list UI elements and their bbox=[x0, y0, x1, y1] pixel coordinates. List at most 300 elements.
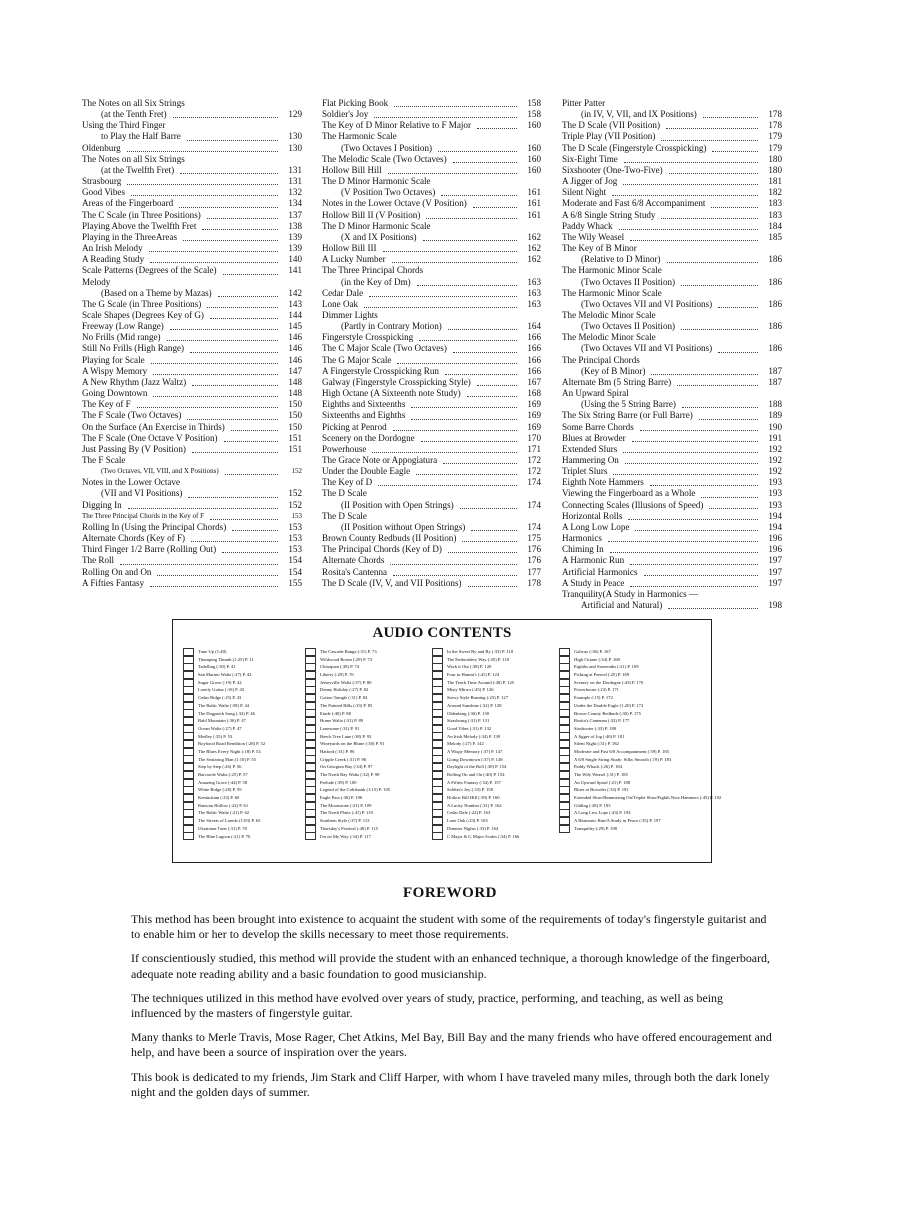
toc-leader-dots bbox=[632, 441, 758, 442]
audio-column-3 bbox=[432, 648, 519, 840]
audio-track-label: Cripple Creek (:31) P. 96 bbox=[320, 756, 367, 762]
toc-entry-page: 154 bbox=[288, 566, 302, 577]
audio-track bbox=[432, 748, 519, 756]
toc-column-2 bbox=[322, 98, 541, 589]
toc-leader-dots bbox=[669, 173, 758, 174]
audio-track-label: Work it Out (:38) P. 120 bbox=[447, 664, 492, 670]
audio-track-label: Moderate and Fast 6/8 Accompaniment (:39) P. 183 bbox=[574, 748, 669, 754]
audio-track bbox=[305, 786, 390, 794]
toc-entry-title: The Melodic Minor Scale bbox=[562, 309, 656, 320]
toc-entry bbox=[562, 154, 782, 165]
toc-leader-dots bbox=[468, 586, 517, 587]
toc-entry-title: (Relative to D Minor) bbox=[581, 254, 661, 265]
audio-track bbox=[305, 763, 390, 771]
toc-leader-dots bbox=[426, 218, 517, 219]
audio-track bbox=[183, 717, 265, 725]
audio-track-label: Powerhouse (:23) P. 171 bbox=[574, 687, 619, 693]
toc-entry-title: to Play the Half Barre bbox=[101, 131, 181, 142]
track-number-box bbox=[432, 832, 443, 840]
toc-entry-title: Horizontal Rolls bbox=[562, 510, 623, 521]
toc-entry bbox=[322, 154, 541, 165]
toc-entry bbox=[562, 288, 782, 299]
toc-entry-title: Rosita's Cantenna bbox=[322, 566, 388, 577]
toc-entry-title: Lone Oak bbox=[322, 298, 359, 309]
audio-track-label: Galway (:36) P. 167 bbox=[574, 649, 611, 654]
toc-entry-page: 174 bbox=[527, 477, 541, 488]
toc-entry-page: 154 bbox=[288, 555, 302, 566]
toc-entry bbox=[562, 433, 782, 444]
audio-track-label: The Blue Lagoon (:21) P. 70 bbox=[198, 833, 251, 839]
toc-leader-dots bbox=[661, 218, 758, 219]
audio-track-label: A 6/8 Single String Study: Silky Smooth (:19) P. 183 bbox=[574, 756, 672, 762]
audio-track-label: White Ridge (:28) P. 59 bbox=[198, 787, 242, 793]
foreword-paragraph: This method has been brought into existence to acquaint the student with some of the requirements of today's fingerstyle guitarist and to enable him or her to develop the skills necessary to meet those requirements. bbox=[131, 912, 767, 942]
toc-leader-dots bbox=[661, 140, 758, 141]
audio-track bbox=[305, 686, 390, 694]
toc-entry-title: Powerhouse bbox=[322, 443, 367, 454]
toc-entry-title: Connecting Scales (Illusions of Speed) bbox=[562, 499, 704, 510]
toc-entry-page: 187 bbox=[768, 376, 782, 387]
audio-track-label: Bald Mountain (:36) P. 47 bbox=[198, 718, 246, 724]
audio-track bbox=[559, 686, 721, 694]
audio-track bbox=[559, 694, 721, 702]
toc-leader-dots bbox=[608, 541, 758, 542]
toc-leader-dots bbox=[127, 184, 278, 185]
toc-entry bbox=[82, 422, 302, 433]
toc-entry-page: 175 bbox=[527, 533, 541, 544]
toc-entry-page: 172 bbox=[527, 466, 541, 477]
toc-entry-page: 138 bbox=[288, 220, 302, 231]
toc-entry bbox=[322, 143, 541, 154]
toc-entry-page: 158 bbox=[527, 98, 541, 108]
audio-track bbox=[559, 756, 721, 764]
toc-entry-page: 177 bbox=[527, 566, 541, 577]
toc-entry-page: 183 bbox=[768, 198, 782, 209]
audio-track-label: Rosita's Cantenna (:32) P. 177 bbox=[574, 718, 630, 724]
toc-leader-dots bbox=[207, 307, 278, 308]
toc-entry-page: 150 bbox=[288, 410, 302, 421]
toc-entry bbox=[322, 488, 541, 499]
toc-entry-title: The Harmonic Minor Scale bbox=[562, 287, 662, 298]
toc-entry bbox=[322, 131, 541, 142]
toc-leader-dots bbox=[416, 474, 517, 475]
toc-entry-page: 148 bbox=[288, 388, 302, 399]
toc-entry-title: High Octane (A Sixteenth note Study) bbox=[322, 388, 461, 399]
toc-leader-dots bbox=[712, 151, 758, 152]
toc-entry-title: The Wily Weasel bbox=[562, 231, 625, 242]
audio-contents-title: AUDIO CONTENTS bbox=[372, 625, 512, 641]
toc-leader-dots bbox=[677, 385, 758, 386]
toc-entry bbox=[82, 355, 302, 366]
toc-entry-title: Flat Picking Book bbox=[322, 98, 389, 108]
toc-entry-page: 146 bbox=[288, 332, 302, 343]
toc-entry-title: The Three Principal Chords bbox=[322, 265, 424, 276]
toc-entry-page: 186 bbox=[768, 298, 782, 309]
toc-entry-title: A Long Low Lope bbox=[562, 521, 630, 532]
audio-track-label: Prelude (:39) P. 100 bbox=[320, 779, 357, 785]
toc-entry-page: 198 bbox=[768, 600, 782, 611]
audio-track-label: Sugar Grove (:19) P. 42 bbox=[198, 679, 242, 685]
audio-track-label: The North Bay Waltz (:32) P. 98 bbox=[320, 772, 380, 777]
toc-entry-page: 163 bbox=[527, 298, 541, 309]
audio-track-label: Oldenburg (:36) P. 130 bbox=[447, 710, 490, 716]
toc-entry-page: 172 bbox=[527, 455, 541, 465]
audio-track-label: Tune Up (1:40) bbox=[198, 649, 227, 654]
toc-leader-dots bbox=[153, 396, 278, 397]
audio-track-label: Eighths and Sixteenths (:21) P. 169 bbox=[574, 664, 639, 670]
toc-entry bbox=[562, 98, 782, 109]
audio-track-label: Cotton Tamgle (:31) P. 84 bbox=[320, 695, 368, 701]
toc-entry-title: The G Scale (in Three Positions) bbox=[82, 298, 202, 309]
toc-leader-dots bbox=[709, 508, 758, 509]
toc-entry-title: Just Passing By (V Position) bbox=[82, 443, 186, 454]
audio-track-label: The Streets of Laredo (1:03) P. 65 bbox=[198, 818, 261, 824]
toc-entry-title: The D Scale (VII Position) bbox=[562, 120, 660, 131]
toc-entry bbox=[322, 288, 541, 299]
toc-entry-title: The D Scale (Fingerstyle Crosspicking) bbox=[562, 142, 707, 153]
toc-entry bbox=[82, 500, 302, 511]
toc-entry-title: The Harmonic Minor Scale bbox=[562, 265, 662, 276]
toc-leader-dots bbox=[718, 307, 758, 308]
toc-entry bbox=[322, 343, 541, 354]
toc-leader-dots bbox=[157, 575, 278, 576]
audio-track bbox=[559, 656, 721, 664]
audio-track-label: Ukrainian Tune (:31) P. 70 bbox=[198, 825, 247, 831]
toc-entry-title: Third Finger 1/2 Barre (Rolling Out) bbox=[82, 544, 217, 555]
toc-entry bbox=[562, 321, 782, 332]
toc-entry bbox=[82, 343, 302, 354]
toc-entry-page: 161 bbox=[527, 209, 541, 220]
toc-leader-dots bbox=[190, 352, 278, 353]
toc-entry bbox=[562, 210, 782, 221]
toc-entry-title: (Two Octaves VII and VI Positions) bbox=[581, 343, 713, 354]
toc-entry bbox=[82, 399, 302, 410]
audio-track-label: Four in Hamm's (:41) P. 124 bbox=[447, 672, 500, 678]
toc-leader-dots bbox=[225, 474, 278, 475]
toc-entry-title: Extended Slurs bbox=[562, 443, 618, 454]
toc-entry-title: Using the Third Finger bbox=[82, 120, 166, 131]
toc-entry-page: 169 bbox=[527, 421, 541, 432]
toc-entry-page: 190 bbox=[768, 421, 782, 432]
toc-leader-dots bbox=[448, 329, 517, 330]
toc-entry-page: 179 bbox=[768, 142, 782, 153]
audio-track-label: Step by Step (:26) P. 56 bbox=[198, 764, 242, 770]
toc-entry bbox=[82, 243, 302, 254]
toc-entry-title: The Melodic Scale (Two Octaves) bbox=[322, 153, 447, 164]
toc-entry-title: (II Position with Open Strings) bbox=[341, 499, 454, 510]
toc-entry-title: The Grace Note or Appogiatura bbox=[322, 455, 438, 465]
toc-entry-page: 178 bbox=[768, 109, 782, 120]
audio-track bbox=[559, 763, 721, 771]
audio-track bbox=[183, 763, 265, 771]
toc-entry bbox=[562, 589, 782, 600]
toc-entry-page: 163 bbox=[527, 287, 541, 298]
audio-track bbox=[432, 717, 519, 725]
toc-entry bbox=[562, 355, 782, 366]
audio-track bbox=[305, 809, 390, 817]
foreword-body bbox=[131, 912, 773, 1109]
toc-entry bbox=[562, 366, 782, 377]
audio-track-label: Example (:15) P. 172 bbox=[574, 695, 613, 701]
audio-track bbox=[305, 802, 390, 810]
toc-leader-dots bbox=[120, 564, 278, 565]
toc-entry-title: Picking at Penrod bbox=[322, 421, 387, 432]
toc-entry-title: (Partly in Contrary Motion) bbox=[341, 321, 442, 332]
audio-track-label: Picking at Penrod (:25) P. 169 bbox=[574, 672, 630, 678]
audio-track bbox=[559, 740, 721, 748]
toc-entry bbox=[322, 466, 541, 477]
toc-entry-page: 183 bbox=[768, 209, 782, 220]
toc-entry-title: Freeway (Low Range) bbox=[82, 321, 164, 332]
toc-leader-dots bbox=[701, 497, 758, 498]
audio-track bbox=[305, 694, 390, 702]
toc-entry-page: 152 bbox=[288, 499, 302, 510]
toc-entry-title: Pitter Patter bbox=[562, 98, 606, 108]
toc-entry bbox=[562, 265, 782, 276]
toc-entry-title: Scale Patterns (Degrees of the Scale) bbox=[82, 265, 217, 276]
audio-track bbox=[432, 779, 519, 787]
toc-leader-dots bbox=[471, 530, 517, 531]
toc-leader-dots bbox=[462, 541, 517, 542]
toc-leader-dots bbox=[222, 552, 278, 553]
toc-entry-title: (II Position without Open Strings) bbox=[341, 521, 466, 532]
toc-leader-dots bbox=[624, 162, 758, 163]
toc-leader-dots bbox=[628, 519, 758, 520]
toc-entry bbox=[322, 243, 541, 254]
toc-leader-dots bbox=[667, 262, 758, 263]
audio-track bbox=[432, 825, 519, 833]
audio-track bbox=[432, 710, 519, 718]
toc-leader-dots bbox=[232, 530, 278, 531]
audio-track-label: The Painted Hills (:33) P. 85 bbox=[320, 702, 373, 708]
audio-track-label: Stowy Style Burning (:23) P. 127 bbox=[447, 695, 508, 701]
toc-entry bbox=[322, 109, 541, 120]
toc-entry bbox=[562, 299, 782, 310]
audio-track bbox=[183, 733, 265, 741]
toc-entry-page: 169 bbox=[527, 410, 541, 421]
toc-leader-dots bbox=[681, 285, 758, 286]
toc-entry-page: 187 bbox=[768, 365, 782, 376]
toc-entry bbox=[322, 500, 541, 511]
toc-entry-title: (X and IX Positions) bbox=[341, 231, 417, 242]
toc-leader-dots bbox=[681, 329, 758, 330]
toc-entry-title: Rolling On and On bbox=[82, 566, 152, 577]
toc-leader-dots bbox=[644, 575, 758, 576]
toc-entry bbox=[562, 444, 782, 455]
audio-track bbox=[432, 702, 519, 710]
toc-entry-page: 193 bbox=[768, 488, 782, 499]
audio-track bbox=[305, 748, 390, 756]
audio-track-label: Lonesome (:31) P. 91 bbox=[320, 725, 360, 731]
toc-leader-dots bbox=[231, 430, 278, 431]
toc-leader-dots bbox=[473, 207, 517, 208]
toc-leader-dots bbox=[394, 106, 517, 107]
toc-entry bbox=[82, 299, 302, 310]
audio-track-label: Jerseyville Waltz (:37) P. 80 bbox=[320, 679, 372, 685]
toc-entry-page: 130 bbox=[288, 131, 302, 142]
toc-leader-dots bbox=[393, 430, 517, 431]
toc-entry-title: Strasbourg bbox=[82, 176, 122, 187]
toc-leader-dots bbox=[187, 419, 278, 420]
audio-track bbox=[432, 733, 519, 741]
audio-track bbox=[559, 779, 721, 787]
toc-leader-dots bbox=[369, 296, 517, 297]
toc-entry-page: 171 bbox=[527, 443, 541, 454]
toc-entry-page: 196 bbox=[768, 533, 782, 544]
toc-entry bbox=[82, 143, 302, 154]
toc-entry-page: 160 bbox=[527, 142, 541, 153]
toc-entry-title: The Key of B Minor bbox=[562, 243, 637, 254]
audio-track bbox=[305, 825, 390, 833]
toc-entry-page: 167 bbox=[527, 376, 541, 387]
toc-entry-page: 145 bbox=[288, 321, 302, 332]
toc-entry-title: Sixshooter (One-Two-Five) bbox=[562, 164, 663, 175]
toc-entry-title: The D Scale bbox=[322, 488, 367, 499]
audio-track bbox=[183, 817, 265, 825]
toc-entry-page: 185 bbox=[768, 231, 782, 242]
toc-entry bbox=[562, 187, 782, 198]
toc-entry bbox=[322, 455, 541, 466]
audio-track-label: A Long Low Lope (:43) P. 194 bbox=[574, 810, 631, 816]
audio-track-label: The Dogpatch Song (:32) P. 46 bbox=[198, 710, 255, 716]
audio-track-label: Silent Night (:31) P. 182 bbox=[574, 741, 619, 747]
toc-entry-page: 147 bbox=[288, 365, 302, 376]
toc-entry bbox=[82, 488, 302, 499]
toc-entry bbox=[322, 332, 541, 343]
toc-leader-dots bbox=[128, 508, 278, 509]
audio-track bbox=[432, 794, 519, 802]
toc-entry bbox=[562, 477, 782, 488]
toc-entry-page: 146 bbox=[288, 343, 302, 354]
toc-entry-page: 131 bbox=[288, 164, 302, 175]
audio-track-label: Gliding (:28) P. 193 bbox=[574, 802, 611, 808]
toc-entry bbox=[82, 210, 302, 221]
audio-track-label: Lonely Guitar (:16) P. 43 bbox=[198, 687, 245, 693]
toc-entry-title: Alternate Chords bbox=[322, 555, 385, 566]
toc-entry-page: 182 bbox=[768, 187, 782, 198]
toc-entry-page: 153 bbox=[288, 533, 302, 544]
toc-entry-page: 161 bbox=[527, 187, 541, 198]
toc-entry-page: 189 bbox=[768, 410, 782, 421]
toc-entry-page: 146 bbox=[288, 354, 302, 365]
toc-entry bbox=[82, 377, 302, 388]
toc-entry bbox=[82, 176, 302, 187]
audio-track bbox=[183, 740, 265, 748]
audio-track bbox=[305, 725, 390, 733]
toc-entry-page: 174 bbox=[527, 499, 541, 510]
toc-leader-dots bbox=[635, 530, 758, 531]
toc-leader-dots bbox=[192, 385, 278, 386]
audio-track-label: Under the Double Eagle (1:20) P. 172 bbox=[574, 702, 644, 708]
audio-track-label: Tranquility (:29) P. 198 bbox=[574, 825, 617, 831]
toc-entry bbox=[322, 299, 541, 310]
audio-track-label: Blues at Browder (:33) P. 191 bbox=[574, 787, 629, 793]
toc-leader-dots bbox=[682, 407, 758, 408]
audio-track-label: The Cascade Range (:31) P. 73 bbox=[320, 649, 377, 654]
toc-leader-dots bbox=[640, 430, 758, 431]
toc-entry-title: (in IV, V, VII, and IX Positions) bbox=[581, 109, 697, 120]
audio-track-label: A Lucky Number (:31) P. 162 bbox=[447, 802, 502, 808]
toc-entry bbox=[322, 544, 541, 555]
toc-entry bbox=[82, 254, 302, 265]
toc-leader-dots bbox=[378, 485, 517, 486]
toc-entry bbox=[562, 165, 782, 176]
toc-leader-dots bbox=[630, 564, 758, 565]
toc-entry-title: No Frills (Mid range) bbox=[82, 332, 161, 343]
toc-leader-dots bbox=[179, 207, 278, 208]
toc-entry-title: A Harmonic Run bbox=[562, 555, 625, 566]
audio-track-label: Beech Tree Lane (:38) P. 93 bbox=[320, 733, 372, 739]
toc-entry-title: (at the Twelfth Fret) bbox=[101, 164, 175, 175]
toc-entry-page: 139 bbox=[288, 231, 302, 242]
toc-leader-dots bbox=[392, 262, 517, 263]
audio-track bbox=[305, 779, 390, 787]
toc-entry bbox=[562, 455, 782, 466]
audio-track-label: The Seafaring Man (1:10) P. 55 bbox=[198, 756, 256, 762]
toc-entry bbox=[562, 277, 782, 288]
toc-entry-page: 193 bbox=[768, 477, 782, 488]
toc-entry bbox=[562, 422, 782, 433]
audio-track bbox=[305, 656, 390, 664]
audio-track bbox=[432, 802, 519, 810]
toc-entry-title: Melody bbox=[82, 276, 111, 287]
toc-entry-title: The Notes on all Six Strings bbox=[82, 98, 185, 108]
audio-track bbox=[432, 786, 519, 794]
toc-entry-page: 144 bbox=[288, 309, 302, 320]
audio-track-label: A Jigger of Jog (:40) P. 181 bbox=[574, 733, 625, 739]
toc-leader-dots bbox=[630, 240, 758, 241]
audio-track bbox=[305, 771, 390, 779]
toc-column-1 bbox=[82, 98, 302, 589]
toc-entry bbox=[82, 511, 302, 522]
toc-entry bbox=[322, 310, 541, 321]
audio-track-label: Lone Oak (:23) P. 163 bbox=[447, 818, 488, 824]
toc-entry-page: 141 bbox=[288, 265, 302, 276]
toc-entry-page: 191 bbox=[768, 432, 782, 443]
audio-track-label: The Moonstone (:31) P. 109 bbox=[320, 802, 372, 808]
audio-track bbox=[183, 656, 265, 664]
toc-entry bbox=[562, 522, 782, 533]
toc-leader-dots bbox=[173, 117, 278, 118]
toc-entry bbox=[322, 165, 541, 176]
toc-entry-title: Playing Above the Twelfth Fret bbox=[82, 220, 197, 231]
audio-track-label: An Irish Melody (:34) P. 139 bbox=[447, 733, 501, 739]
audio-contents-box bbox=[172, 619, 722, 863]
toc-leader-dots bbox=[460, 508, 517, 509]
foreword-paragraph: Many thanks to Merle Travis, Mose Rager, Chet Atkins, Mel Bay, Bill Bay and the many friends who have offered encouragement and help, and have been a source of inspiration over the years. bbox=[131, 1030, 772, 1060]
toc-entry-title: The F Scale (One Octave V Position) bbox=[82, 432, 218, 443]
toc-leader-dots bbox=[383, 251, 517, 252]
toc-entry-page: 153 bbox=[288, 521, 302, 532]
toc-leader-dots bbox=[630, 586, 758, 587]
toc-entry-title: Hollow Bill Hill bbox=[322, 164, 382, 175]
toc-entry-title: (Based on a Theme by Mazas) bbox=[101, 287, 212, 298]
audio-track bbox=[183, 809, 265, 817]
toc-entry bbox=[322, 355, 541, 366]
audio-track-label: In the Sweet By and By (:33) P. 118 bbox=[447, 649, 514, 654]
audio-track-label: Soldier's Joy (:33) P. 158 bbox=[447, 787, 493, 793]
toc-entry bbox=[82, 366, 302, 377]
toc-entry-page: 192 bbox=[768, 443, 782, 454]
audio-track bbox=[183, 702, 265, 710]
audio-track-label: Liberty (:29) P. 76 bbox=[320, 672, 354, 678]
toc-leader-dots bbox=[153, 374, 278, 375]
toc-entry-title: The C Scale (in Three Positions) bbox=[82, 209, 201, 220]
foreword-paragraph: If conscientiously studied, this method will provide the student with an enhanced technique, a thorough knowledge of the fingerboard, adequate note reading ability and a basic foundation to good musicianship. bbox=[131, 951, 770, 981]
toc-entry bbox=[322, 578, 541, 589]
audio-track-label: Amazing Grace (:44) P. 58 bbox=[198, 779, 248, 785]
toc-entry-page: 151 bbox=[288, 443, 302, 454]
